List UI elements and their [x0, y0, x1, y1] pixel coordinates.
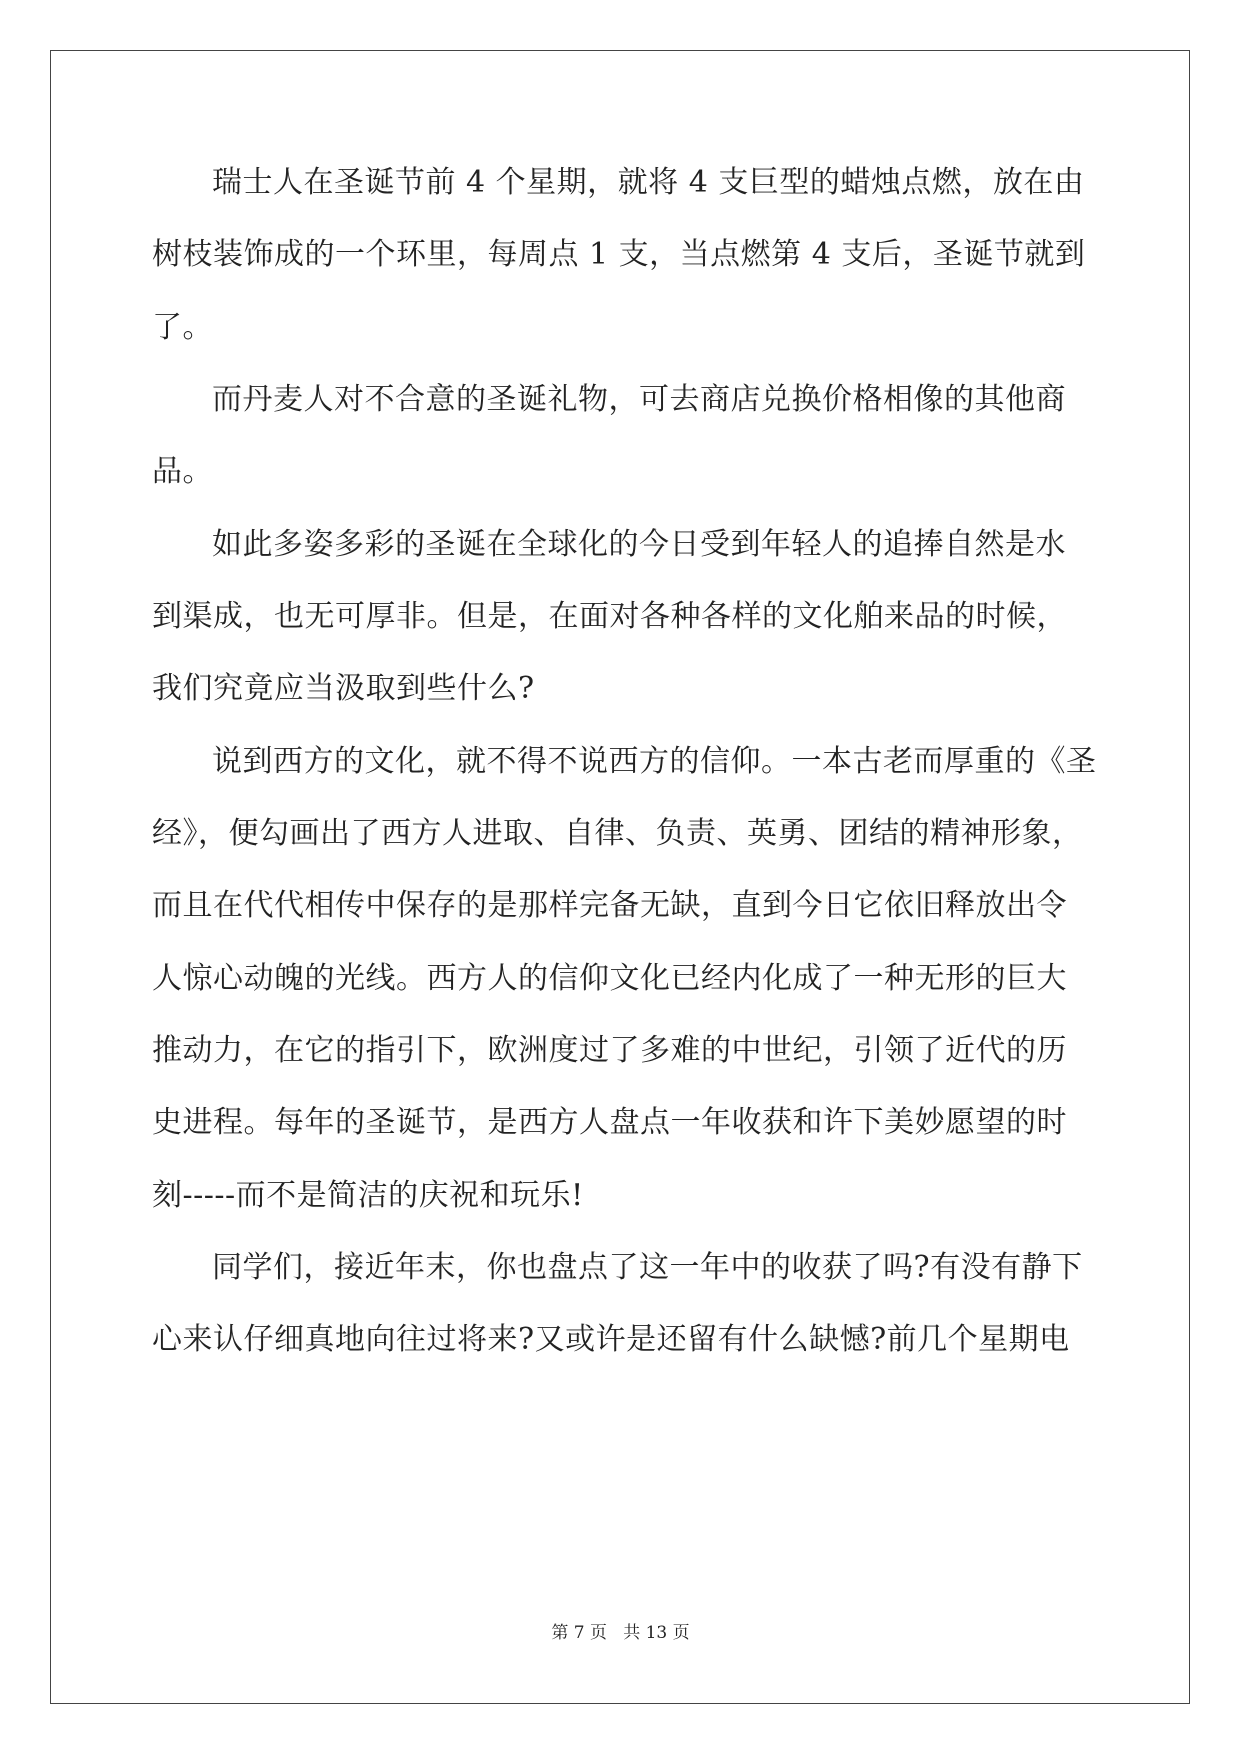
page-footer [0, 1622, 1241, 1644]
paragraph-4-line-1: 说到西方的文化，就不得不说西方的信仰。一本古老而厚重的《圣 [212, 744, 1097, 779]
paragraph-2-line-1: 而丹麦人对不合意的圣诞礼物，可去商店兑换价格相像的其他商 [212, 382, 1066, 417]
paragraph-5-line-1: 同学们，接近年末，你也盘点了这一年中的收获了吗?有没有静下 [212, 1250, 1083, 1285]
paragraph-4-line-6: 史进程。每年的圣诞节，是西方人盘点一年收获和许下美妙愿望的时 [152, 1105, 1067, 1140]
footer-spacer [607, 1623, 623, 1643]
paragraph-5-line-2: 心来认仔细真地向往过将来?又或许是还留有什么缺憾?前几个星期电 [152, 1322, 1070, 1357]
paragraph-1-line-1: 瑞士人在圣诞节前 4 个星期，就将 4 支巨型的蜡烛点燃，放在由 [212, 165, 1085, 200]
page-frame [50, 50, 1190, 1704]
paragraph-3-line-2: 到渠成，也无可厚非。但是，在面对各种各样的文化舶来品的时候， [152, 599, 1067, 634]
paragraph-2-line-2: 品。 [152, 454, 213, 489]
page-total: 共 13 页 [623, 1623, 690, 1643]
paragraph-4-line-5: 推动力，在它的指引下，欧洲度过了多难的中世纪，引领了近代的历 [152, 1033, 1067, 1068]
paragraph-1-line-2: 树枝装饰成的一个环里，每周点 1 支，当点燃第 4 支后，圣诞节就到 [152, 237, 1086, 272]
paragraph-4-line-4: 人惊心动魄的光线。西方人的信仰文化已经内化成了一种无形的巨大 [152, 961, 1067, 996]
page-number: 第 7 页 [551, 1623, 607, 1643]
paragraph-4-line-3: 而且在代代相传中保存的是那样完备无缺，直到今日它依旧释放出令 [152, 888, 1067, 923]
paragraph-4-line-7: 刻-----而不是简洁的庆祝和玩乐! [152, 1178, 584, 1213]
paragraph-1-line-3: 了。 [152, 310, 213, 345]
paragraph-3-line-3: 我们究竟应当汲取到些什么? [152, 671, 535, 706]
paragraph-3-line-1: 如此多姿多彩的圣诞在全球化的今日受到年轻人的追捧自然是水 [212, 527, 1066, 562]
paragraph-4-line-2: 经》，便勾画出了西方人进取、自律、负责、英勇、团结的精神形象， [152, 816, 1083, 851]
